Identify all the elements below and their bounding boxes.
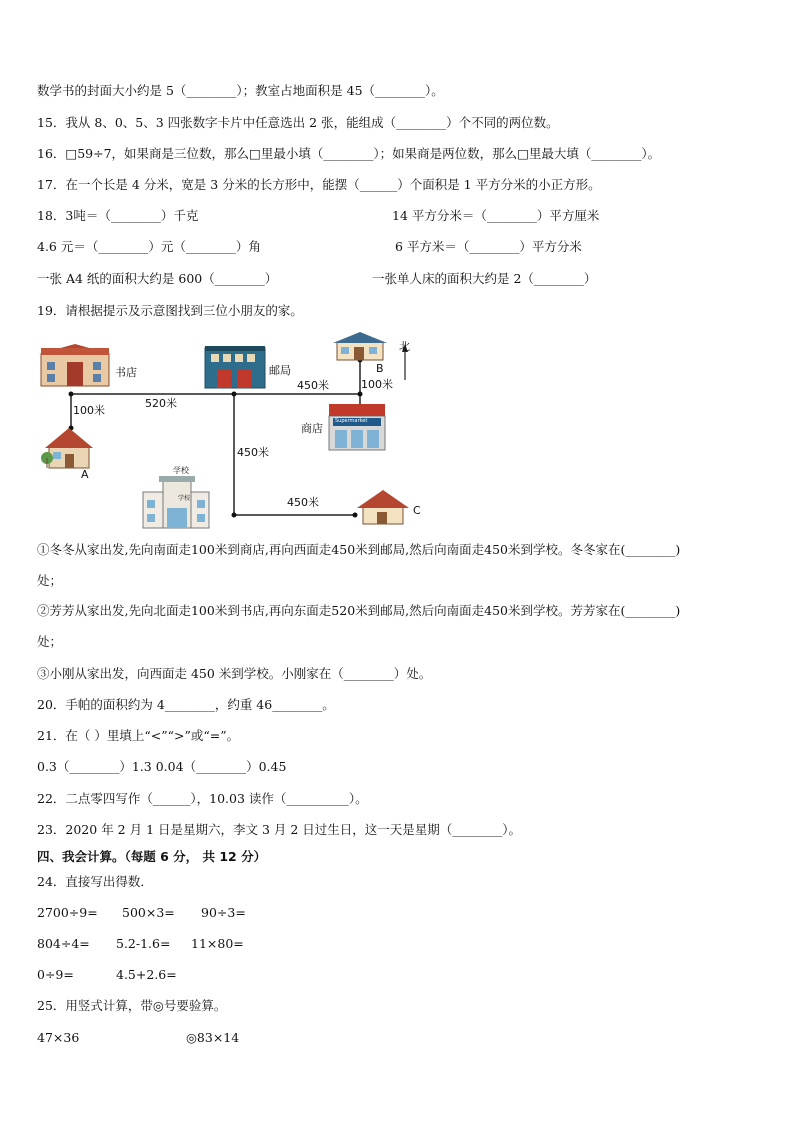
question-17: 17．在一个长是 4 分米，宽是 3 分米的长方形中，能摆（______）个面积是 1 平方分米的小正方形。 xyxy=(37,177,601,192)
vertical-calc-2: ◎83×14 xyxy=(186,1030,240,1045)
school-label: 学校 xyxy=(173,466,189,475)
question-19-1b: 处； xyxy=(37,573,63,588)
question-19-2b: 处； xyxy=(37,634,63,649)
question-19: 19．请根据提示及示意图找到三位小朋友的家。 xyxy=(37,303,303,318)
distance-label-a: 100米 xyxy=(73,404,105,417)
question-21-items: 0.3（________）1.3 0.04（________）0.45 xyxy=(37,759,287,774)
calc-3b: 4.5+2.6= xyxy=(116,967,177,982)
question-24: 24．直接写出得数． xyxy=(37,874,153,889)
question-21: 21．在（ ）里填上“<”“>”或“=”。 xyxy=(37,728,240,743)
post-office-label: 邮局 xyxy=(269,364,291,377)
calc-2a: 804÷4= xyxy=(37,936,90,951)
school-building-icon xyxy=(143,476,209,528)
calc-1b: 500×3= xyxy=(122,905,175,920)
distance-label-post-school: 450米 xyxy=(237,446,269,459)
calc-1a: 2700÷9= xyxy=(37,905,98,920)
distance-label-bookstore-post: 520米 xyxy=(145,397,177,410)
map-roads xyxy=(37,332,457,530)
question-25: 25．用竖式计算，带◎号要验算。 xyxy=(37,998,227,1013)
calc-1c: 90÷3= xyxy=(201,905,246,920)
house-b-label: B xyxy=(376,362,384,375)
question-18-d: 6 平方米＝（________）平方分米 xyxy=(395,239,582,254)
shop-label: 商店 xyxy=(301,422,323,435)
bookstore-label: 书店 xyxy=(115,366,137,379)
bookstore-building-icon xyxy=(39,344,111,386)
question-18-a: 18．3吨＝（________）千克 xyxy=(37,208,199,223)
calc-2b: 5.2-1.6= xyxy=(116,936,171,951)
distance-label-b: 100米 xyxy=(361,378,393,391)
question-16: 16．□59÷7，如果商是三位数，那么□里最小填（________）；如果商是两位数，那么□里最大填（________）。 xyxy=(37,146,661,161)
distance-label-school-c: 450米 xyxy=(287,496,319,509)
question-20: 20．手帕的面积约为 4________，约重 46________。 xyxy=(37,697,335,712)
calc-3a: 0÷9= xyxy=(37,967,74,982)
question-23: 23．2020 年 2 月 1 日是星期六，李文 3 月 2 日过生日，这一天是星期（________）。 xyxy=(37,822,522,837)
north-label: 北 xyxy=(399,340,410,353)
question-18-e: 一张 A4 纸的面积大约是 600（________） xyxy=(37,271,278,286)
question-19-2a: ②芳芳从家出发,先向北面走100米到书店,再向东面走520米到邮局,然后向南面走450米到学校。芳芳家在(________) xyxy=(37,603,681,618)
route-map xyxy=(37,332,457,530)
question-15: 15．我从 8、0、5、3 四张数字卡片中任意选出 2 张，能组成（________）个不同的两位数。 xyxy=(37,115,559,130)
question-18-f: 一张单人床的面积大约是 2（________） xyxy=(372,271,597,286)
distance-label-post-b: 450米 xyxy=(297,379,329,392)
calc-2c: 11×80= xyxy=(191,936,244,951)
house-a-label: A xyxy=(81,468,89,481)
section-4-heading: 四、我会计算。（每题 6 分， 共 12 分） xyxy=(37,849,267,864)
question-19-3: ③小刚从家出发，向西面走 450 米到学校。小刚家在（________）处。 xyxy=(37,666,432,681)
question-18-b: 14 平方分米＝（________）平方厘米 xyxy=(392,208,600,223)
post-office-building-icon xyxy=(205,346,265,388)
shop-building-icon xyxy=(329,404,385,450)
school-sign: 学校 xyxy=(178,495,191,502)
question-18-c: 4.6 元＝（________）元（________）角 xyxy=(37,239,261,254)
house-a-icon xyxy=(41,428,93,468)
house-b-icon xyxy=(333,332,387,360)
house-c-label: C xyxy=(413,504,421,517)
shop-sign: Supermarket xyxy=(335,418,368,424)
question-14-continued: 数学书的封面大小约是 5（________）；教室占地面积是 45（________）。 xyxy=(37,83,444,98)
house-c-icon xyxy=(357,490,409,524)
vertical-calc-1: 47×36 xyxy=(37,1030,80,1045)
question-19-1a: ①冬冬从家出发,先向南面走100米到商店,再向西面走450米到邮局,然后向南面走450米到学校。冬冬家在(________) xyxy=(37,542,681,557)
question-22: 22．二点零四写作（______），10.03 读作（__________）。 xyxy=(37,791,368,806)
